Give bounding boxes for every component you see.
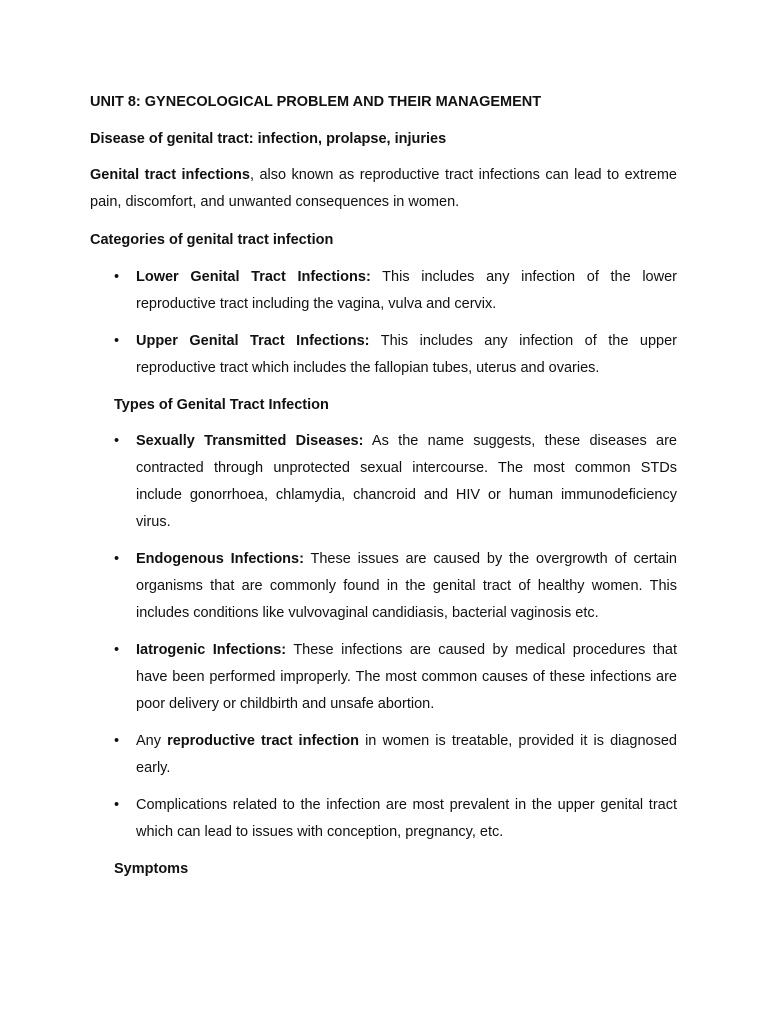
list-item-text bbox=[136, 728, 677, 782]
list-item-text bbox=[136, 546, 677, 627]
categories-heading: Categories of genital tract infection bbox=[90, 232, 334, 248]
types-heading: Types of Genital Tract Infection bbox=[114, 397, 329, 413]
list-item-body: Complications related to the infection are most prevalent in the upper genital tract which can lead to issues with conception, pregnancy, etc. bbox=[136, 797, 677, 840]
bullet-marker: • bbox=[114, 551, 120, 567]
bullet-marker: • bbox=[114, 269, 120, 285]
list-item-text bbox=[136, 792, 677, 846]
list-item-bold: reproductive tract infection bbox=[167, 733, 359, 749]
intro-text: , also known as reproductive tract infections can lead to extreme pain, discomfort, and unwanted consequences in women. bbox=[90, 167, 677, 210]
list-item-body: This includes any infection of the upper reproductive tract which includes the fallopian tubes, uterus and ovaries. bbox=[136, 333, 677, 376]
bullet-marker: • bbox=[114, 433, 120, 449]
list-item-body: This includes any infection of the lower reproductive tract including the vagina, vulva and cervix. bbox=[136, 269, 677, 312]
list-item-bold: Lower Genital Tract Infections: bbox=[136, 269, 371, 285]
list-item-bold: Upper Genital Tract Infections: bbox=[136, 333, 370, 349]
document-subtitle: Disease of genital tract: infection, prolapse, injuries bbox=[90, 131, 447, 147]
intro-paragraph bbox=[90, 162, 677, 216]
list-item-text bbox=[136, 328, 677, 382]
bullet-marker: • bbox=[114, 797, 120, 813]
list-item-body: These infections are caused by medical procedures that have been performed improperly. The most common causes of these infections are poor delivery or childbirth and unsafe abortion. bbox=[136, 642, 677, 712]
list-item-lead: Any bbox=[136, 733, 168, 749]
list-item-bold: Endogenous Infections: bbox=[136, 551, 304, 567]
bullet-marker: • bbox=[114, 642, 120, 658]
list-item-text bbox=[136, 264, 677, 318]
intro-bold: Genital tract infections bbox=[90, 167, 250, 183]
list-item-bold: Sexually Transmitted Diseases: bbox=[136, 433, 364, 449]
symptoms-heading: Symptoms bbox=[114, 861, 189, 877]
list-item-body: in women is treatable, provided it is diagnosed early. bbox=[136, 733, 677, 776]
list-item-text bbox=[136, 428, 677, 536]
document-title: UNIT 8: GYNECOLOGICAL PROBLEM AND THEIR MANAGEMENT bbox=[90, 94, 542, 110]
bullet-marker: • bbox=[114, 733, 120, 749]
list-item-body: These issues are caused by the overgrowth of certain organisms that are commonly found in the genital tract of healthy women. This includes conditions like vulvovaginal candidiasis, bacterial vaginosis etc. bbox=[136, 551, 677, 621]
list-item-bold: Iatrogenic Infections: bbox=[136, 642, 287, 658]
bullet-marker: • bbox=[114, 333, 120, 349]
list-item-body: As the name suggests, these diseases are contracted through unprotected sexual intercourse. The most common STDs include gonorrhoea, chlamydia, chancroid and HIV or human immunodeficiency virus. bbox=[136, 433, 677, 530]
list-item-text bbox=[136, 637, 677, 718]
